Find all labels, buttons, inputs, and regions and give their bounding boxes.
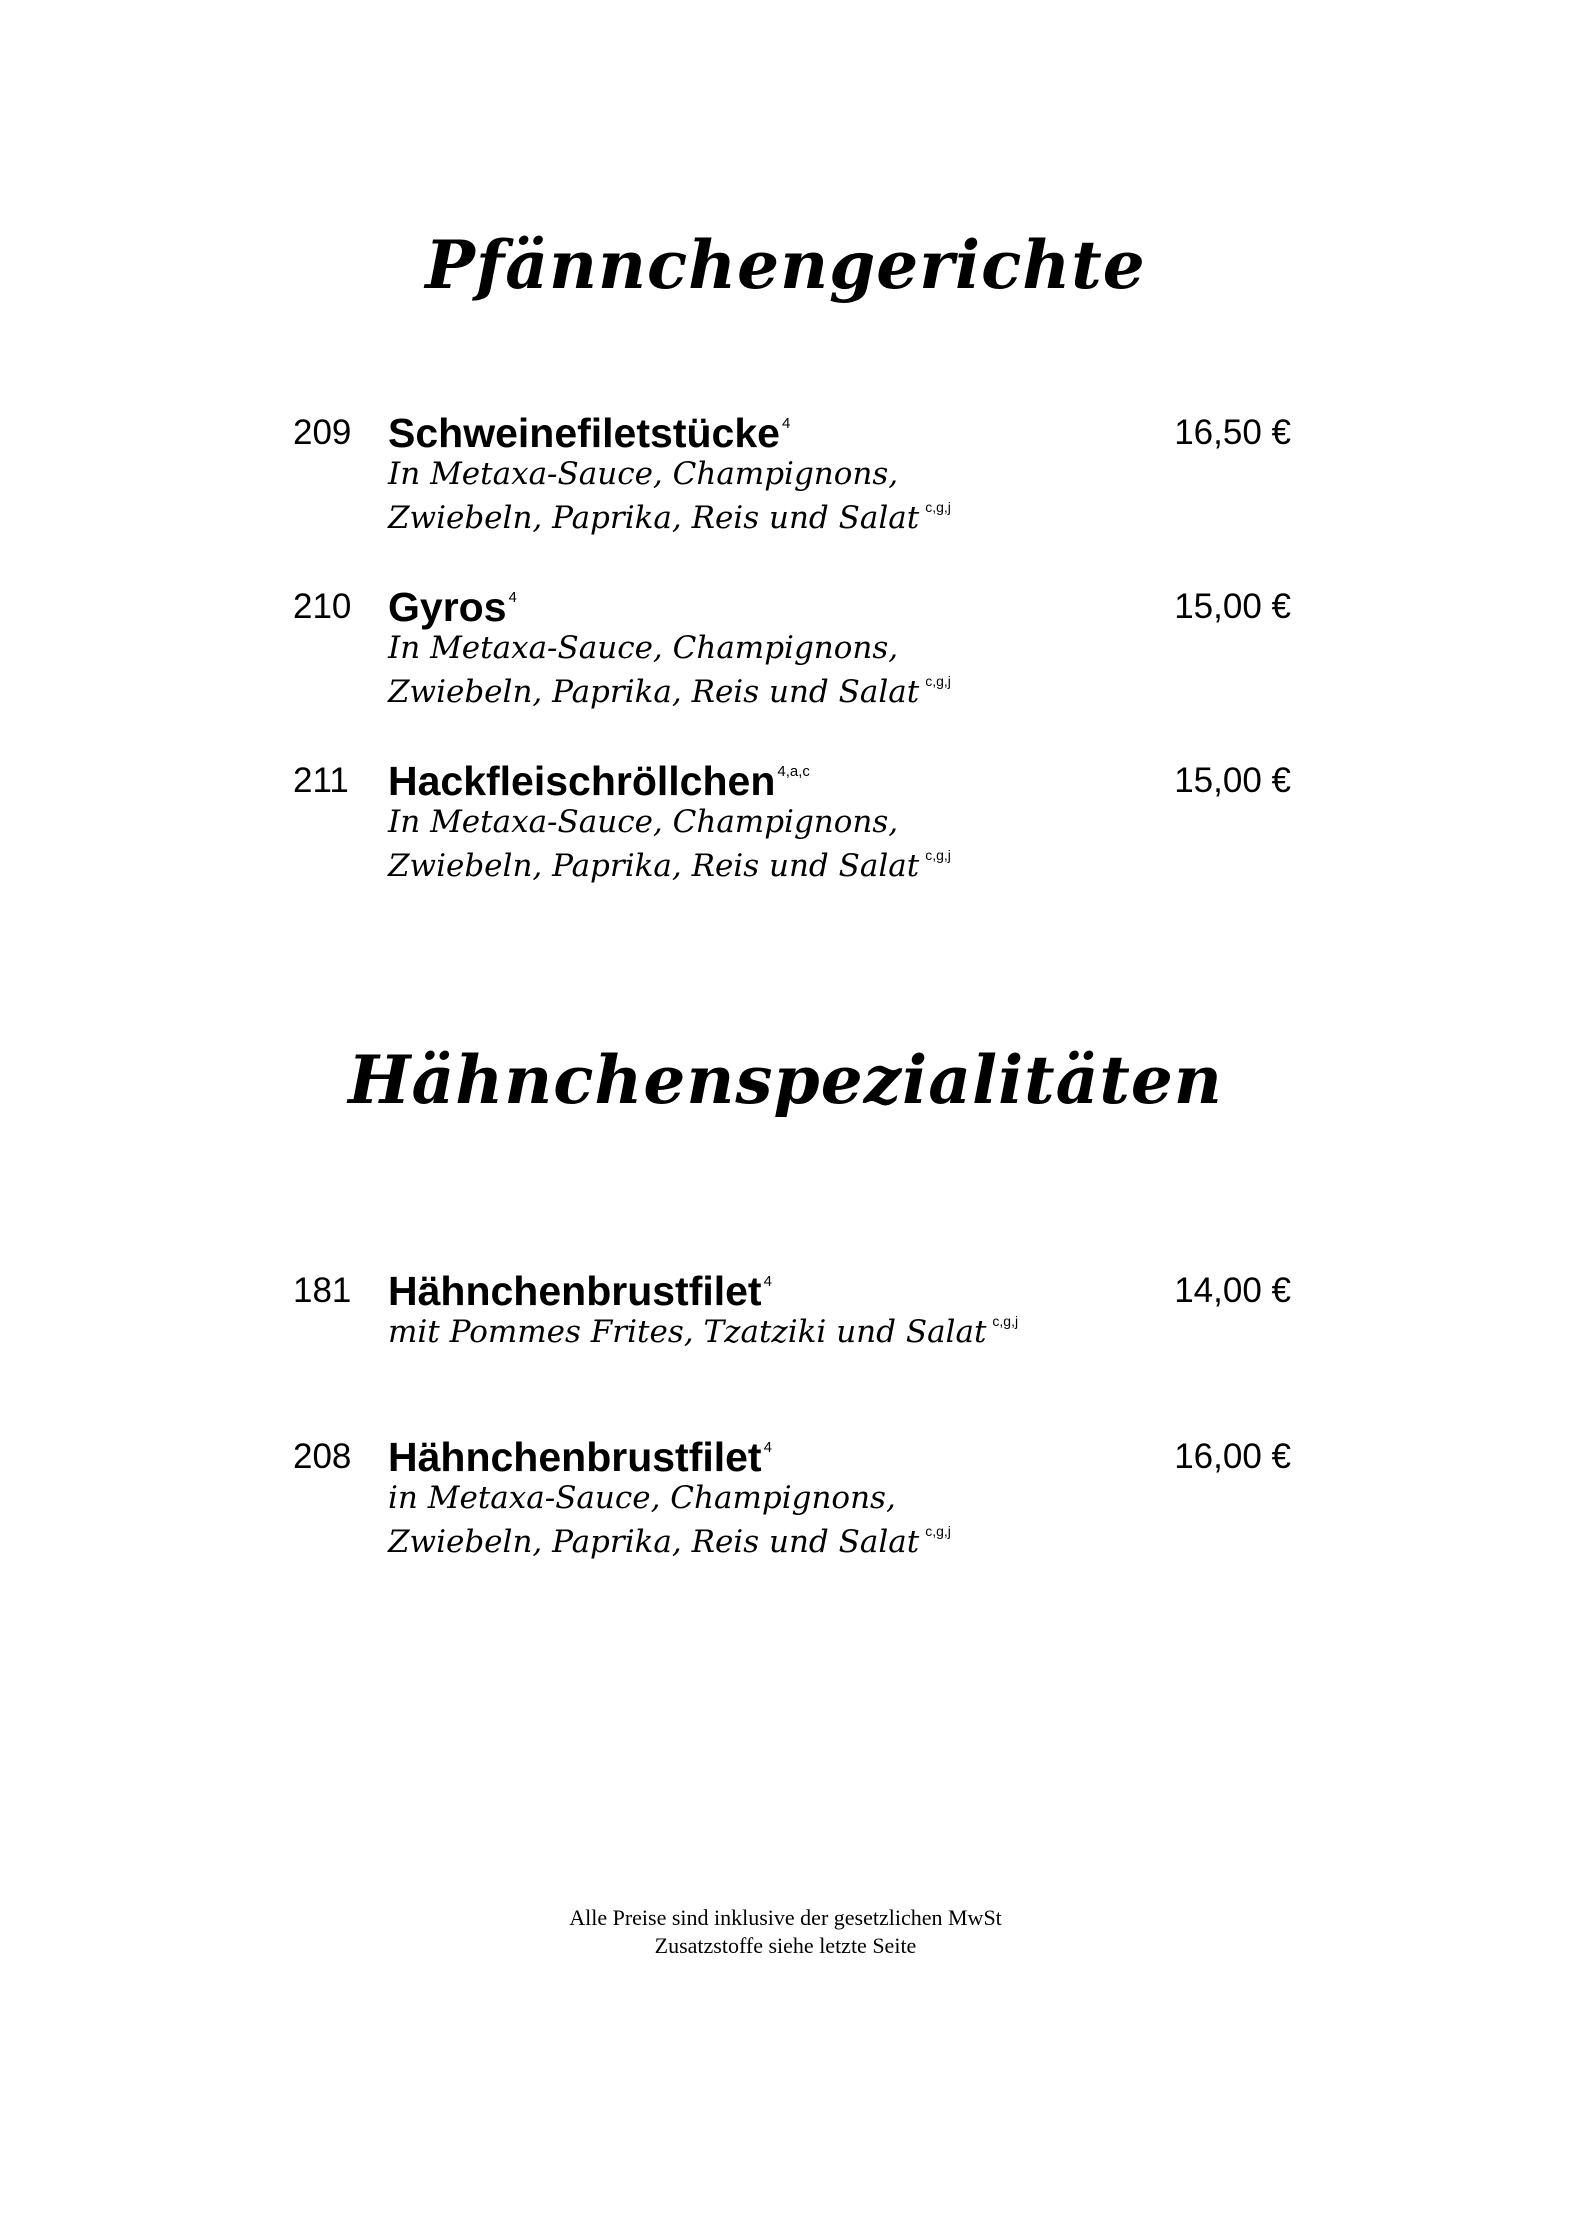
item-name-text: Hackfleischröllchen bbox=[388, 758, 776, 804]
description-line: In Metaxa-Sauce, Champignons, bbox=[388, 630, 899, 666]
item-price: 15,00 € bbox=[1174, 761, 1291, 800]
description-line bbox=[388, 844, 951, 893]
item-name-text: Gyros bbox=[388, 584, 507, 630]
item-name-text: Hähnchenbrustfilet bbox=[388, 1268, 762, 1314]
item-description bbox=[388, 626, 951, 719]
item-number: 211 bbox=[293, 761, 349, 800]
item-description bbox=[388, 1310, 1018, 1359]
item-name bbox=[388, 756, 810, 806]
item-name bbox=[388, 1266, 772, 1316]
item-price: 16,00 € bbox=[1174, 1437, 1291, 1476]
allergen-superscript: 4,a,c bbox=[777, 763, 810, 781]
description-line bbox=[388, 496, 951, 545]
description-line bbox=[388, 1520, 951, 1569]
item-name bbox=[388, 1432, 772, 1482]
additive-superscript: c,g,j bbox=[992, 1313, 1019, 1329]
allergen-superscript: 4 bbox=[508, 589, 517, 607]
additive-superscript: c,g,j bbox=[925, 673, 951, 689]
item-name-text: Schweinefiletstücke bbox=[388, 410, 780, 456]
section-title-pfannchengerichte: Pfännchengerichte bbox=[425, 226, 1146, 304]
item-number: 208 bbox=[293, 1437, 352, 1476]
allergen-superscript: 4 bbox=[763, 1439, 772, 1457]
additive-superscript: c,g,j bbox=[925, 1523, 951, 1539]
item-name-text: Hähnchenbrustfilet bbox=[388, 1434, 762, 1480]
footer-note bbox=[0, 1904, 1571, 1960]
description-line: in Metaxa-Sauce, Champignons, bbox=[388, 1480, 896, 1516]
description-line bbox=[388, 670, 951, 719]
description-line: In Metaxa-Sauce, Champignons, bbox=[388, 804, 899, 840]
additive-superscript: c,g,j bbox=[925, 847, 951, 863]
allergen-superscript: 4 bbox=[781, 415, 791, 433]
description-line-text: Zwiebeln, Paprika, Reis und Salat bbox=[388, 1524, 920, 1560]
item-description bbox=[388, 800, 951, 893]
item-number: 181 bbox=[293, 1271, 352, 1310]
additive-superscript: c,g,j bbox=[925, 499, 951, 515]
footer-additives-note: Zusatzstoffe siehe letzte Seite bbox=[654, 1933, 917, 1958]
item-description bbox=[388, 1476, 951, 1569]
description-line-text: mit Pommes Frites, Tzatziki und Salat bbox=[388, 1314, 987, 1350]
description-line-text: Zwiebeln, Paprika, Reis und Salat bbox=[388, 674, 920, 710]
item-description bbox=[388, 452, 951, 545]
section-title-hahnchenspezialitaten: Hähnchenspezialitäten bbox=[348, 1041, 1223, 1119]
item-price: 14,00 € bbox=[1174, 1271, 1291, 1310]
item-number: 209 bbox=[293, 413, 352, 452]
description-line: In Metaxa-Sauce, Champignons, bbox=[388, 456, 899, 492]
footer-vat-note: Alle Preise sind inklusive der gesetzlichen MwSt bbox=[569, 1905, 1002, 1930]
description-line-text: Zwiebeln, Paprika, Reis und Salat bbox=[388, 500, 920, 536]
item-price: 15,00 € bbox=[1174, 587, 1291, 626]
item-number: 210 bbox=[293, 587, 352, 626]
item-price: 16,50 € bbox=[1174, 413, 1291, 452]
description-line-text: Zwiebeln, Paprika, Reis und Salat bbox=[388, 848, 920, 884]
description-line bbox=[388, 1310, 1018, 1359]
item-name bbox=[388, 582, 517, 632]
item-name bbox=[388, 408, 790, 458]
allergen-superscript: 4 bbox=[763, 1273, 772, 1291]
